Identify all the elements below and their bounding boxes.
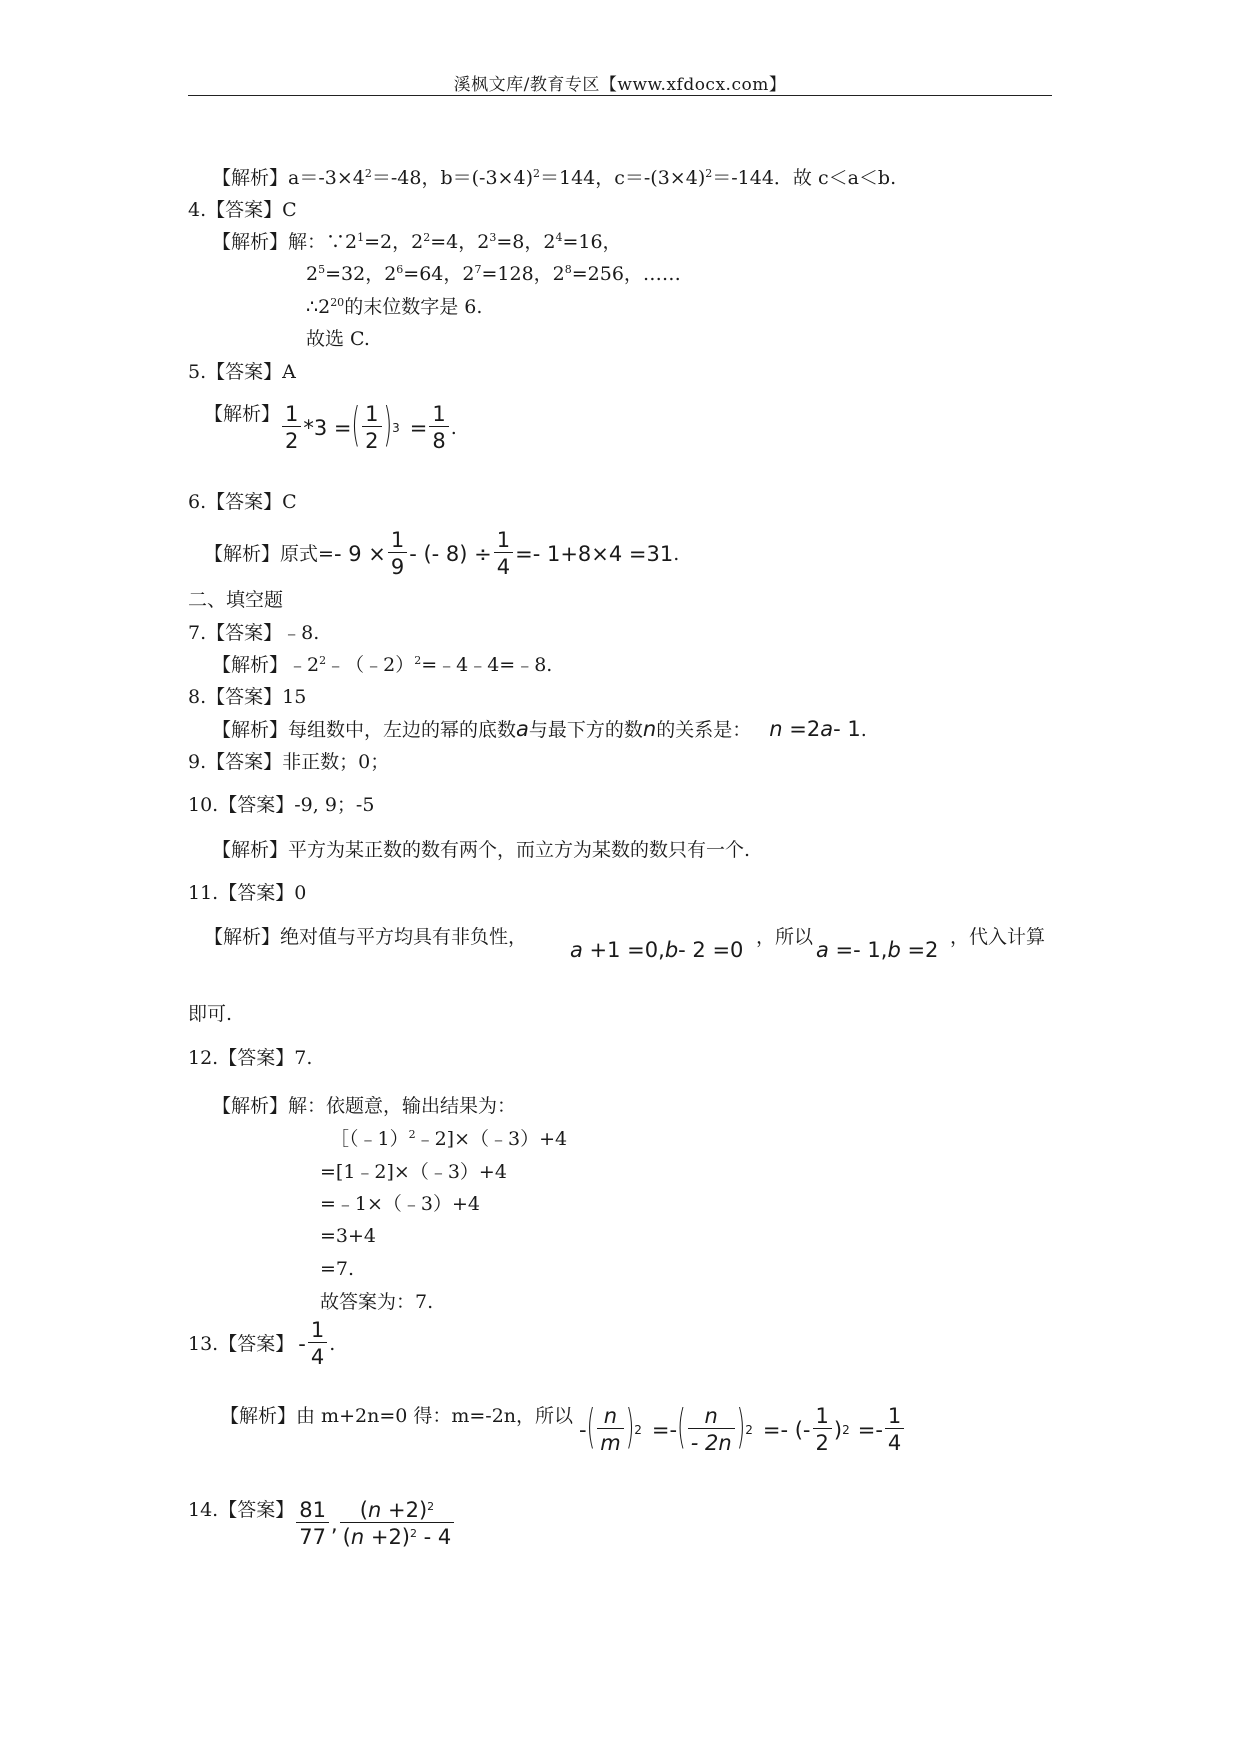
q6-analysis: 【解析】 原式= - 9 × $\frac{1}{9}$ - (- 8) ÷ $\frac{1}{4}$ =- 1+8×4 =31 . <box>204 528 680 579</box>
q4-analysis-line4: 故选 C. <box>306 328 370 350</box>
right-paren: ) <box>625 1402 635 1455</box>
right-paren: ) <box>736 1402 746 1455</box>
q12-analysis-line2: ［（﹣1）$^2$﹣2]×（﹣3）+4 <box>330 1128 568 1150</box>
question-number: 9. <box>188 751 207 773</box>
right-paren: ) <box>383 400 393 453</box>
analysis-label: 【解析】 <box>212 231 289 253</box>
left-paren: ( <box>586 1402 596 1455</box>
answer-label: 【答案】 <box>218 1499 295 1521</box>
q12-answer <box>188 1046 312 1070</box>
answer-label: 【答案】 <box>218 1332 295 1355</box>
q4-answer <box>188 198 297 222</box>
q14-answer: 14. 【答案】 $\frac{81}{77}$ , $\frac{(n +2)^2}{(n +2)^2 - 4}$ <box>188 1498 456 1549</box>
analysis-label: 【解析】 <box>212 719 289 741</box>
q5-answer <box>188 360 296 384</box>
q11-text2: ，所以 <box>756 926 814 948</box>
analysis-label: 【解析】 <box>212 839 289 861</box>
q12-analysis-line6: =7. <box>320 1258 355 1280</box>
q6-answer <box>188 490 297 514</box>
answer-value: C <box>282 199 297 221</box>
q4-analysis-line1: 【解析】解：$\because 2^1=2$，$2^2=4$，$2^3=8$，$2^4=16$， <box>212 231 622 253</box>
q3-analysis: 【解析】$a=-3\times 4^2=-48$，$b=(-3\times 4)^2=144$，$c=-(3\times 4)^2=-144$．故 c＜a＜b. <box>212 167 897 189</box>
analysis-label: 【解析】 <box>204 542 281 565</box>
question-number: 14. <box>188 1499 219 1521</box>
answer-label: 【答案】 <box>206 361 283 383</box>
question-number: 11. <box>188 882 219 904</box>
q12-analysis-line5: =3+4 <box>320 1225 377 1247</box>
q13-analysis: 【解析】 由 m+2n=0 得：m=-2n，所以 - ( $\frac{n}{m}$ ) 2 =- ( $\frac{n}{- 2n}$ ) 2 =- (- $\frac{1}{2}$ ) 2 =- $\frac{1}{4}$ <box>220 1404 906 1455</box>
analysis-label: 【解析】 <box>212 167 289 189</box>
answer-label: 【答案】 <box>218 794 295 816</box>
page-header: 溪枫文库/教育专区【www.xfdocx.com】 <box>453 75 787 95</box>
q12-analysis-line7: 故答案为：7. <box>320 1291 434 1313</box>
question-number: 5. <box>188 361 207 383</box>
analysis-label: 【解析】 <box>212 654 289 676</box>
q11-answer <box>188 881 306 905</box>
fraction: $\frac{1}{8}$ <box>429 402 448 453</box>
question-number: 12. <box>188 1047 219 1069</box>
answer-value: C <box>282 491 297 513</box>
q11-analysis: 【解析】绝对值与平方均具有非负性， <box>204 926 528 948</box>
answer-value: 0 <box>294 882 307 904</box>
q7-answer <box>188 621 319 645</box>
answer-label: 【答案】 <box>206 751 283 773</box>
question-number: 7. <box>188 622 207 644</box>
analysis-label: 【解析】 <box>204 926 281 948</box>
fraction: $\frac{n}{m}$ <box>597 1404 623 1455</box>
answer-label: 【答案】 <box>206 491 283 513</box>
q10-answer <box>188 793 374 817</box>
q4-analysis-line2: $2^5=32$，$2^6=64$，$2^7=128$，$2^8=256$，…… <box>306 263 681 285</box>
question-number: 6. <box>188 491 207 513</box>
answer-value: 非正数；0； <box>282 751 390 773</box>
header-rule <box>188 95 1052 96</box>
question-number: 4. <box>188 199 207 221</box>
section-title: 二、填空题 <box>188 589 284 611</box>
fraction: $\frac{1}{9}$ <box>388 528 407 579</box>
q12-analysis-line1: 【解析】解：依题意，输出结果为： <box>212 1095 517 1117</box>
question-number: 13. <box>188 1332 219 1355</box>
fraction: $\frac{1}{2}$ <box>282 402 301 453</box>
q8-answer <box>188 685 306 709</box>
q11-text3: ，代入计算 <box>950 926 1046 948</box>
answer-label: 【答案】 <box>206 686 283 708</box>
question-number: 10. <box>188 794 219 816</box>
fraction: $\frac{81}{77}$ <box>296 1498 329 1549</box>
answer-value: A <box>282 361 296 383</box>
analysis-label: 【解析】 <box>220 1405 297 1427</box>
fraction: $\frac{1}{2}$ <box>362 402 381 453</box>
answer-value: -9, 9；-5 <box>294 794 375 816</box>
q13-answer: 13. 【答案】 - $\frac{1}{4}$ . <box>188 1318 336 1369</box>
q11-formula1: a +1 =0,b- 2 =0 <box>570 938 744 962</box>
q5-analysis: 【解析】 $\frac{1}{2}$ *3 = ( $\frac{1}{2}$ ) 3 = $\frac{1}{8}$ . <box>204 400 457 453</box>
answer-label: 【答案】 <box>218 1047 295 1069</box>
question-number: 8. <box>188 686 207 708</box>
analysis-label: 【解析】 <box>204 403 281 425</box>
left-paren: ( <box>677 1402 686 1455</box>
q10-analysis: 【解析】平方为某正数的数有两个，而立方为某数的数只有一个. <box>212 839 751 861</box>
q7-analysis: 【解析】$﹣2^2﹣(﹣2)^2=﹣4﹣4=﹣8$. <box>212 654 553 676</box>
fraction: $\frac{(n +2)^2}{(n +2)^2 - 4}$ <box>340 1498 455 1549</box>
fraction: $\frac{1}{4}$ <box>308 1318 327 1369</box>
answer-value: 15 <box>282 686 307 708</box>
fraction: $\frac{1}{4}$ <box>885 1404 904 1455</box>
fraction: $\frac{n}{- 2n}$ <box>688 1404 735 1455</box>
q12-analysis-line3: =[1﹣2]×（﹣3）+4 <box>320 1161 507 1183</box>
answer-value: ﹣8. <box>282 622 320 644</box>
fraction: $\frac{1}{2}$ <box>813 1404 832 1455</box>
answer-label: 【答案】 <box>218 882 295 904</box>
q4-analysis-line3: $\therefore 2^{20}$的末位数字是 6. <box>306 296 483 318</box>
q12-analysis-line4: =﹣1×（﹣3）+4 <box>320 1193 481 1215</box>
answer-value: 7. <box>294 1047 313 1069</box>
answer-label: 【答案】 <box>206 199 283 221</box>
q9-answer <box>188 750 389 774</box>
q11-formula2: a =- 1,b =2 <box>816 938 939 962</box>
answer-label: 【答案】 <box>206 622 283 644</box>
q8-analysis: 【解析】每组数中，左边的幂的底数a与最下方的数n的关系是： n =2a- 1. <box>212 717 867 741</box>
q11-text4: 即可. <box>188 1003 233 1025</box>
fraction: $\frac{1}{4}$ <box>494 528 513 579</box>
left-paren: ( <box>351 400 361 453</box>
analysis-label: 【解析】 <box>212 1095 289 1117</box>
